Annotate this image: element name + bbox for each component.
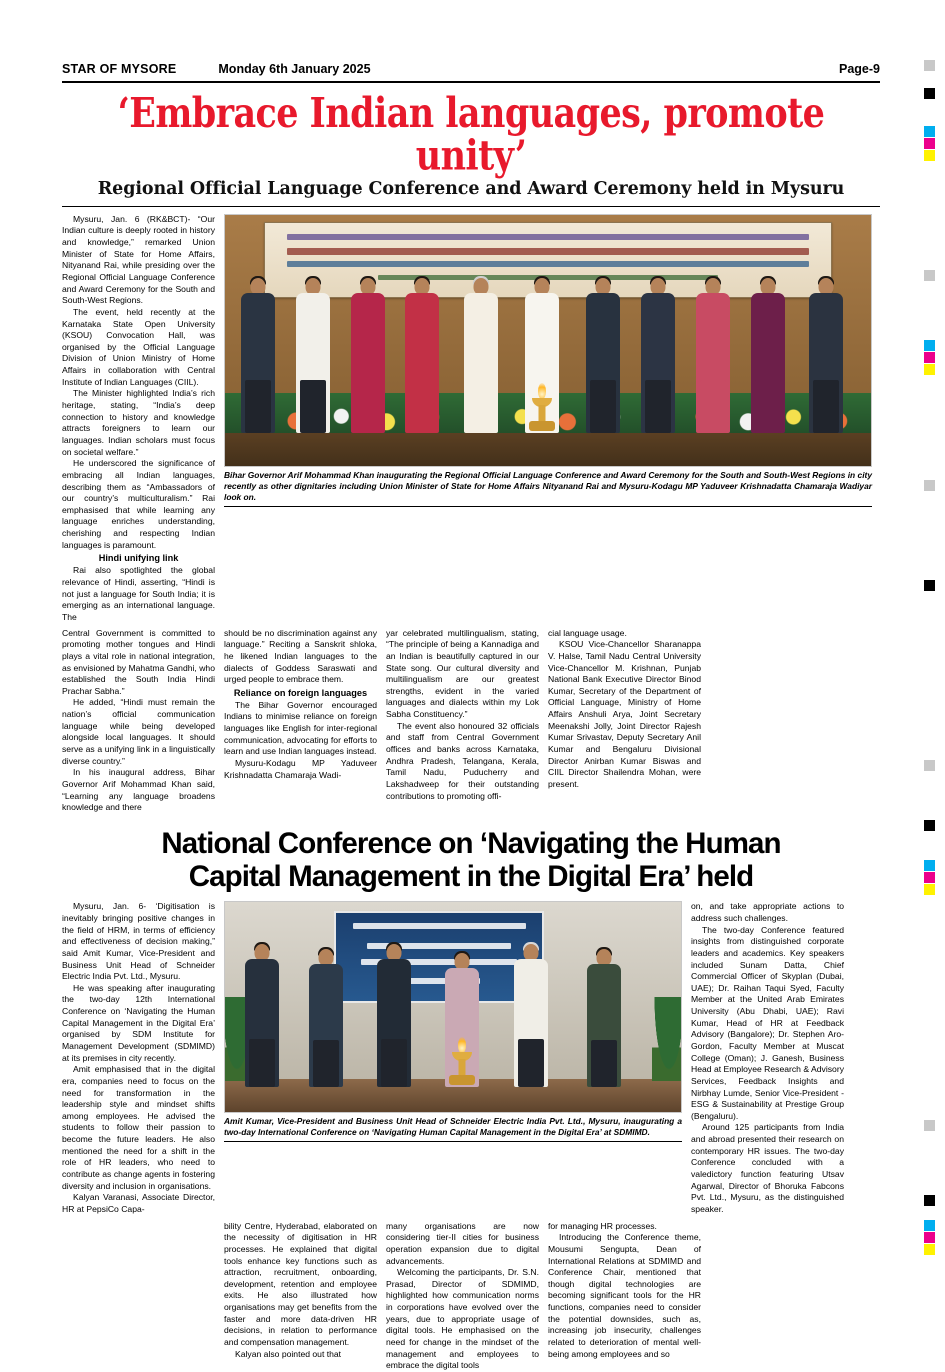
- dignitary: [345, 278, 391, 434]
- paragraph: He added, “Hindi must remain the nation’s official communication language while being developed alongside local languages. It should serve as a unifying link in a linguistically diverse country.”: [62, 697, 215, 766]
- story2-column-1: [62, 901, 215, 1215]
- page-content: [62, 62, 880, 1372]
- story2-headline-line2: Capital Management in the Digital Era’ held: [188, 859, 754, 893]
- story2-column-5-spacer: [710, 1221, 863, 1372]
- paragraph: many organisations are now considering tier-II cities for business operation expansion due to digital advancements.: [386, 1220, 539, 1266]
- paragraph: The two-day Conference featured insights from distinguished corporate leaders and academics. Key speakers included Sunam Datta, Chief Commercial Officer of Skyplan (Dubai, UAE); Dr. Raihan Taqui Syed, Faculty Member at the United Arab Emirates University (Abu Dhabi, UAE); Ravi Kumar, Head of HR at Feedback Advisory (Bangalore); Dr. Stephen Aro-Gordon, Faculty Member at Muscat College (Oman); J. Ganesh, Business Head at Employee Research & Advisory Services, Feedback Insights and Nirbhay Lumde, Senior Vice-President - ESG & Sustainability at Prestige Group (Bengaluru).: [691, 924, 844, 1121]
- story1-column-1: [62, 214, 215, 624]
- divider-rule: [62, 206, 880, 207]
- story1-column-2: [62, 628, 215, 814]
- story2-column-5-top: [691, 901, 844, 1215]
- story2: [62, 901, 880, 1372]
- paragraph: Around 125 participants from India and abroad presented their research on contemporary HR issues. The two-day Conference concluded with a valedictory function featuring Utsav Agarwal, Director of Bhoruka Fabcons Pvt. Ltd., Mysuru, as the distinguished speaker.: [691, 1122, 844, 1214]
- story1-headline: ‘Embrace Indian languages, promote unity’: [117, 89, 825, 181]
- story1-column-6-spacer: [710, 628, 863, 814]
- paragraph: He underscored the significance of embracing all Indian languages, describing them as “Ambassadors of our country’s multiculturalism.” Rai emphasised that while learning any language enriches understanding, cherishing and respecting Indian languages is paramount.: [62, 458, 215, 550]
- paragraph: Mysuru-Kodagu MP Yaduveer Krishnadatta Chamaraja Wadi-: [224, 758, 377, 780]
- story2-photo-caption: Amit Kumar, Vice-President and Business Unit Head of Schneider Electric India Pvt. Ltd., Mysuru, inaugurating a two-day International Conference on ‘Navigating Human Capital Management in the Digital Era’ at SDMIMD.: [224, 1116, 682, 1138]
- story1: [62, 214, 880, 814]
- paragraph: In his inaugural address, Bihar Governor Arif Mohammad Khan said, “Learning any language broadens knowledge and there: [62, 767, 215, 813]
- story2-column-1-cont: [62, 1221, 215, 1372]
- paragraph: should be no discrimination against any language.” Reciting a Sanskrit shloka, he likened Indian languages to the dialects of Goddess Saraswati and urged people to embrace them.: [224, 627, 377, 685]
- story1-photo-caption: Bihar Governor Arif Mohammad Khan inaugurating the Regional Official Language Conference and Award Ceremony for the South and South-West Regions in city recently as other dignitaries including Union Minister of State for Home Affairs Nityanand Rai and Mysuru-Kodagu MP Yaduveer Krishnadatta Chamaraja Wadiyar look on.: [224, 469, 872, 502]
- paragraph: KSOU Vice-Chancellor Sharanappa V. Halse, Tamil Nadu Central University Vice-Chancellor M. Krishnan, Punjab National Bank Executive Director Binod Kumar, Secretary of the Department of Official Language, Ministry of Home Affairs Anshuli Arya, Joint Secretary Meenakshi Jolly, Joint Director Rajesh Kumar Srivastav, Deputy Secretary Anil Kumar and Bengaluru Divisional Director Anirban Kumar Biswas and CIIL Director Shailendra Mohan, were present.: [548, 639, 701, 789]
- story1-subheadline: Regional Official Language Conference and Award Ceremony held in Mysuru: [97, 178, 845, 199]
- dignitary: [580, 278, 626, 434]
- story1-subhead-foreign: Reliance on foreign languages: [233, 687, 368, 698]
- story2-column-4: [548, 1221, 701, 1372]
- dignitary: [581, 949, 627, 1088]
- story1-column-5: [548, 628, 701, 814]
- paper-name: STAR OF MYSORE: [62, 62, 177, 76]
- story2-photo-block: [224, 901, 682, 1215]
- paragraph: on, and take appropriate actions to address such challenges.: [691, 901, 844, 923]
- paragraph: Welcoming the participants, Dr. S.N. Prasad, Director of SDMIMD, highlighted how communication norms in corporations have evolved over the years, due to appropriate usage of digital tools. He emphasised on the need for change in the mindset of the management and employees to embrace the digital tools: [386, 1267, 539, 1371]
- paragraph: Kalyan also pointed out that: [235, 1348, 342, 1359]
- story1-photo: [224, 214, 872, 467]
- story1-photo-block: [224, 214, 872, 624]
- dignitary: [371, 944, 417, 1087]
- page-number: Page-9: [839, 62, 880, 76]
- story1-subhead-hindi: Hindi unifying link: [98, 553, 179, 564]
- paragraph: cial language usage.: [548, 627, 627, 638]
- dignitary: [690, 278, 736, 434]
- divider-rule: [224, 506, 872, 507]
- masthead: [62, 62, 880, 83]
- paragraph: Kalyan Varanasi, Associate Director, HR at PepsiCo Capa-: [62, 1192, 215, 1214]
- dignitary: [745, 278, 791, 434]
- paragraph: The event also honoured 32 officials and staff from Central Government offices and banks across Karnataka, Andhra Pradesh, Telangana, Kerala, Tamil Nadu, Puducherry and Lakshadweep for their outstanding contributions to promoting offi-: [386, 720, 539, 801]
- story1-column-4: [386, 628, 539, 814]
- ceremonial-lamp-icon: [447, 1039, 477, 1085]
- paragraph: yar celebrated multilingualism, stating, “The principle of being a Kannadiga and an Indian is beautifully captured in our State song. Our cultural diversity and multilingualism are our greatest strengths, evident in the varied languages and dialects within my Lok Sabha Constituency.”: [386, 627, 539, 720]
- story2-photo: [224, 901, 682, 1113]
- dignitary: [235, 278, 281, 434]
- story1-column-3: [224, 628, 377, 814]
- dignitary: [803, 278, 849, 434]
- story2-column-3: [386, 1221, 539, 1372]
- dignitary: [290, 278, 336, 434]
- paragraph: The Bihar Governor encouraged Indians to minimise reliance on foreign languages like English for inter-regional communication, advocating for efforts to learn and use Indian languages instead.: [224, 699, 377, 757]
- dignitary: [399, 278, 445, 434]
- paragraph: The Minister highlighted India’s rich heritage, stating, “India’s deep connection to history and knowledge attracts foreigners to learn our languages. Indian scholars must focus on societal welfare.”: [62, 388, 215, 457]
- paragraph: Mysuru, Jan. 6- ‘Digitisation is inevitably bringing positive changes in the field of HRM, in terms of efficiency and effectiveness of decision making,” said Amit Kumar, Vice-President and Business Unit Head of Schneider Electric India Pvt. Ltd., Mysuru.: [62, 901, 215, 982]
- ceremonial-lamp-icon: [527, 385, 557, 431]
- story2-column-2: [224, 1221, 377, 1372]
- registration-marks: [923, 60, 935, 1300]
- dignitary: [635, 278, 681, 434]
- paragraph: Amit emphasised that in the digital era, companies need to focus on the need for transformation in the leadership style and mindset shifts among employees. He advised the students to follow their passion to become the future leaders. He also mentioned the need for a shift in the role of HR leaders, who need to contribute as change agents in fostering diversity and inclusion in organisations.: [62, 1064, 215, 1191]
- paragraph: Introducing the Conference theme, Mousumi Sengupta, Dean of International Relations at SDMIMD and Conference Chair, mentioned that though digital technologies are becoming significant tools for the HR functions, companies need to consider the potential downsides, such as, increasing job insecurity, challenges related to deterioration of mental well-being among employees and so: [548, 1232, 701, 1359]
- dignitary: [508, 944, 554, 1087]
- dignitary: [303, 949, 349, 1088]
- dignitary: [458, 278, 504, 434]
- paragraph: Rai also spotlighted the global relevance of Hindi, asserting, “Hindi is not just a language for South India; it is emerging as an international language. The: [62, 565, 215, 622]
- paragraph: Mysuru, Jan. 6 (RK&BCT)- “Our Indian culture is deeply rooted in history and knowledge,” remarked Union Minister of State for Home Affairs, Nityanand Rai, while presiding over the Regional Official Language Conference and Award Ceremony for the South and South-West Regions.: [62, 213, 215, 306]
- paragraph: Central Government is committed to promoting mother tongues and Hindi plays a vital role in national integration, as envisioned by Mahatma Gandhi, who established the South India Hindi Prachar Sabha.”: [62, 627, 215, 696]
- dignitary: [239, 944, 285, 1087]
- paragraph: The event, held recently at the Karnataka State Open University (KSOU) Convocation Hall, was organised by the Official Language Division of Union Ministry of Home Affairs in collaboration with Central Institute of Indian Languages (CIIL).: [62, 306, 215, 387]
- divider-rule: [224, 1141, 682, 1142]
- paragraph: He was speaking after inaugurating the two-day 12th International Conference on ‘Navigating the Human Capital Management in the Digital Era’ organised by SDM Institute for Management Development (SDMIMD) at its premises in city recently.: [62, 982, 215, 1063]
- paragraph: bility Centre, Hyderabad, elaborated on the necessity of digitisation in HR processes. He explained that digital tools enhance key functions such as attraction, recruitment, onboarding, development, retention and employee exits. He also illustrated how organisations may get benefits from the faster and more data-driven HR decisions, in relation to performance and compensation management.: [224, 1220, 377, 1348]
- issue-date: Monday 6th January 2025: [218, 62, 371, 76]
- paragraph: for managing HR processes.: [548, 1220, 657, 1231]
- story2-headline-line1: National Conference on ‘Navigating the Human: [161, 826, 781, 860]
